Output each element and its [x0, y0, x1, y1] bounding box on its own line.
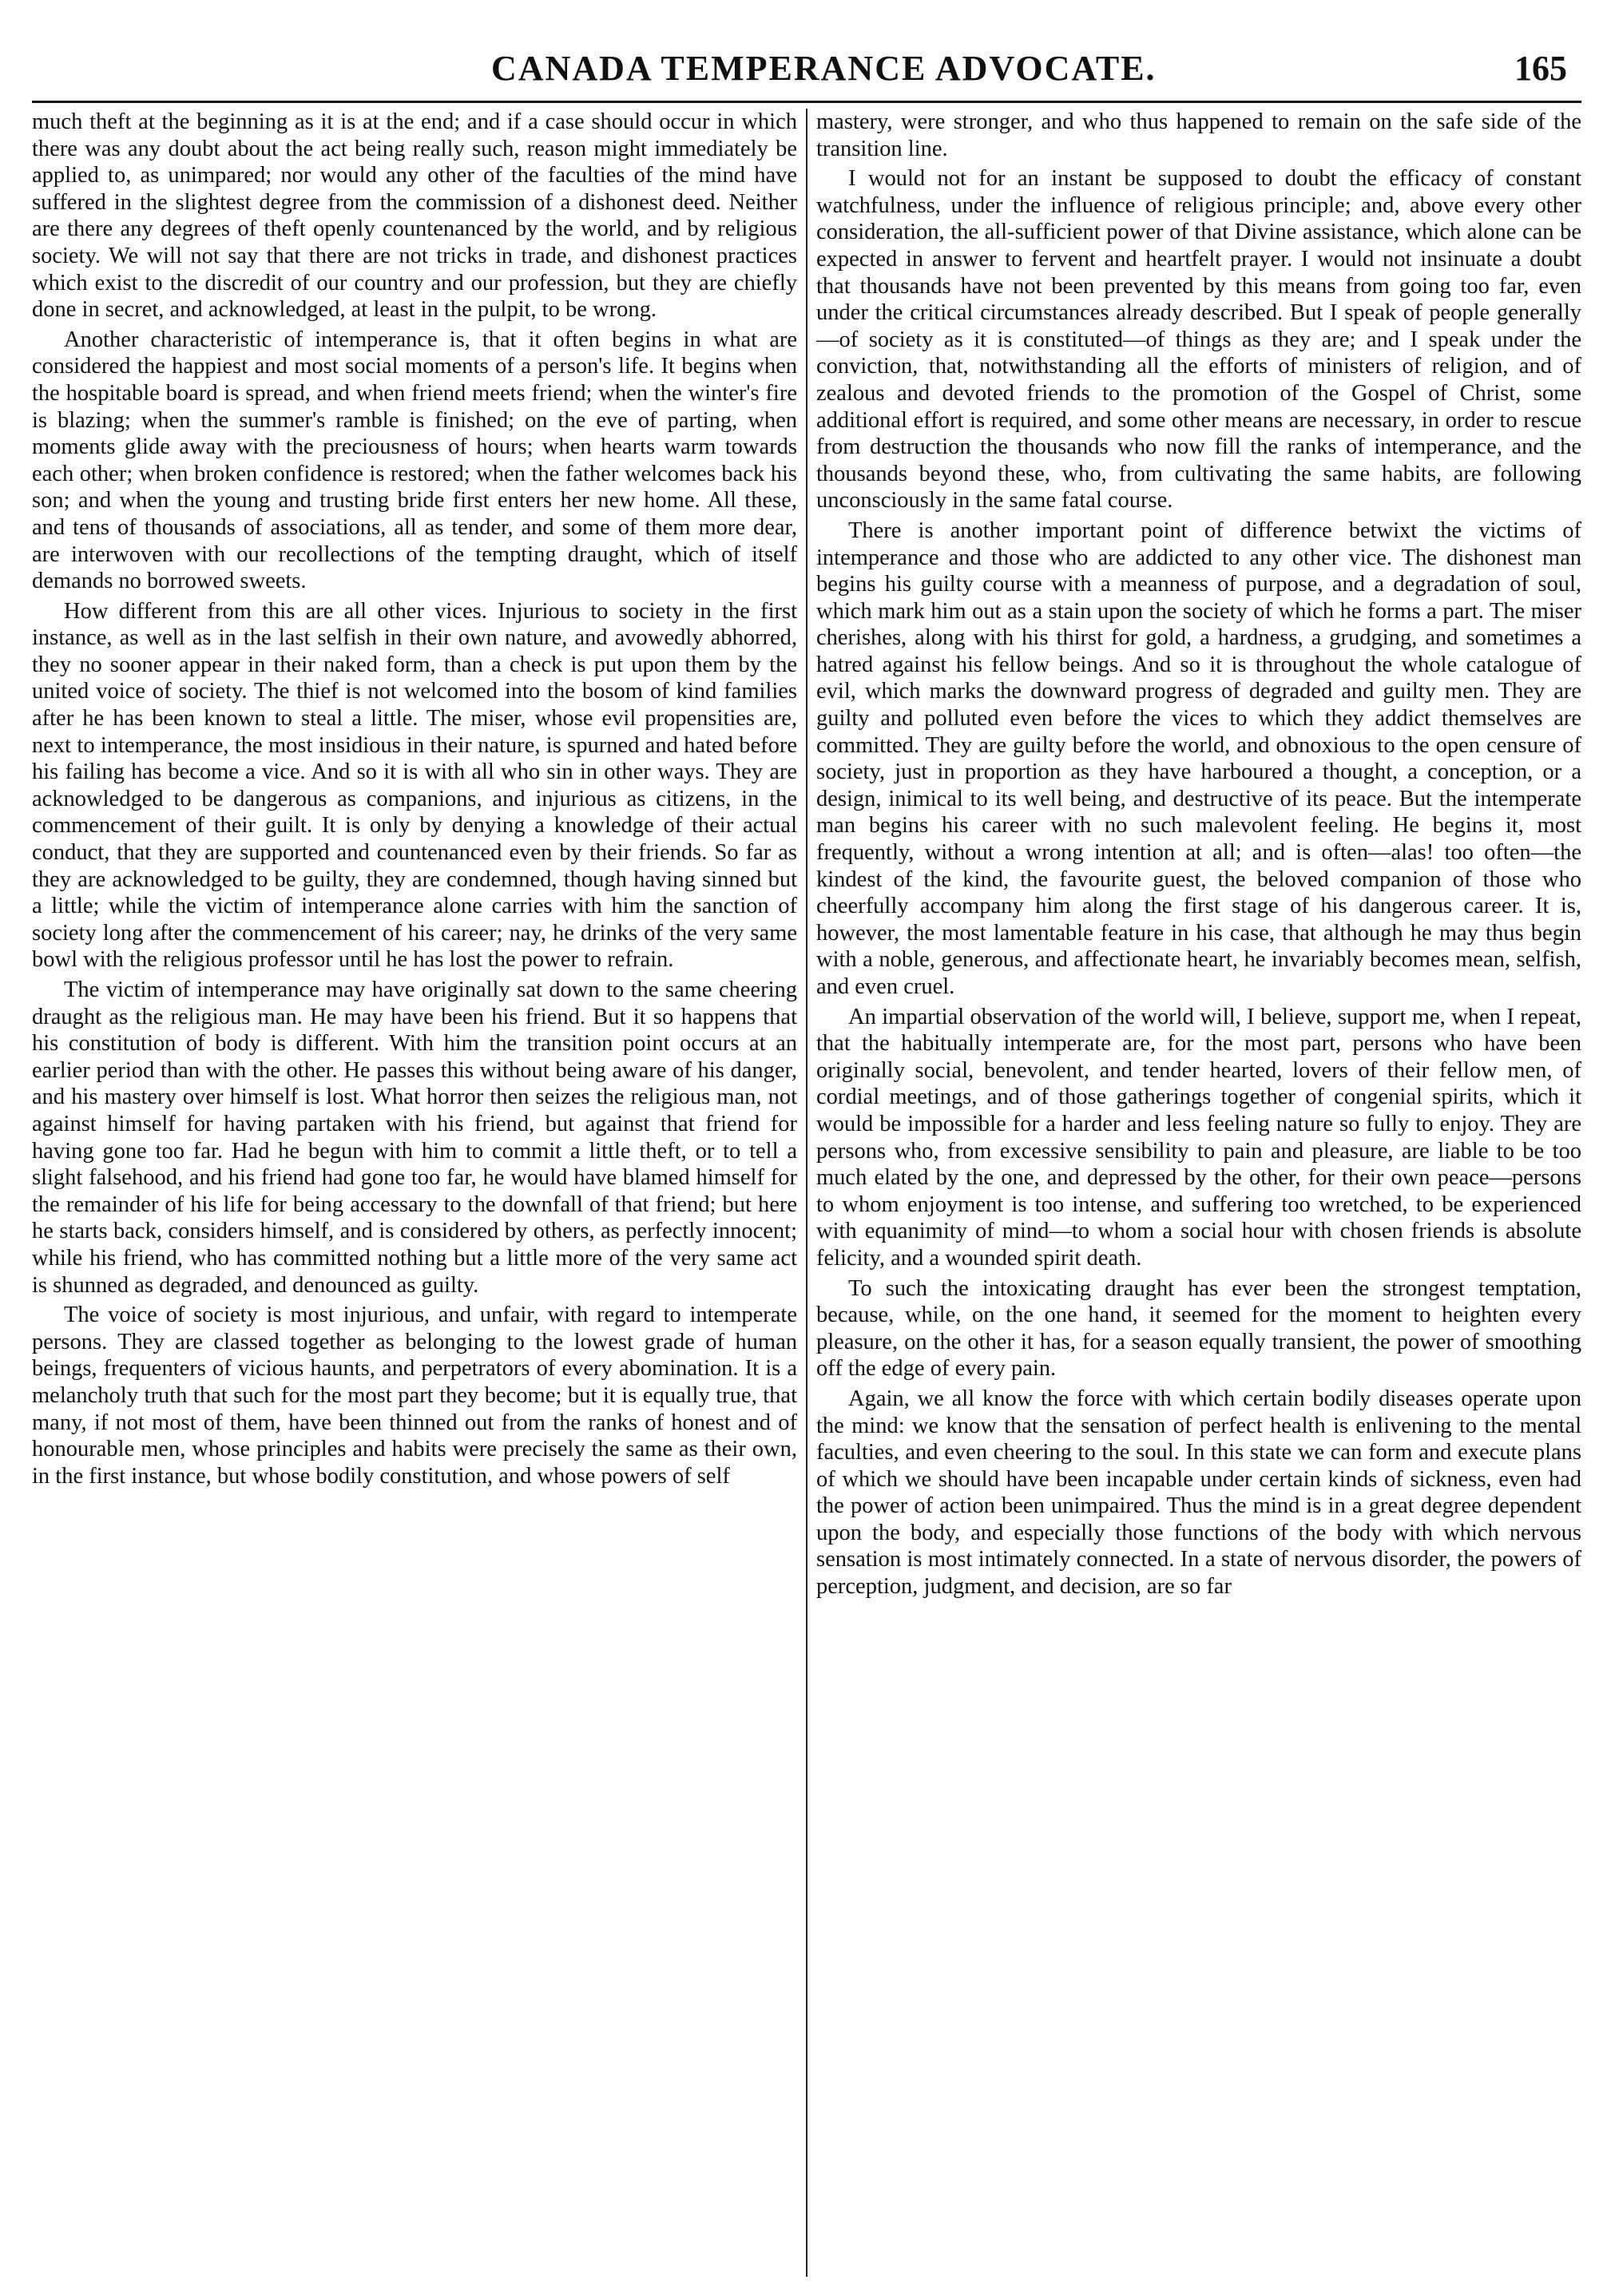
- paragraph: An impartial observation of the world will, I believe, support me, when I repeat, that the habitually intemperate are, for the most part, persons who have been originally social, benevolent, and tender hearted, lovers of their fellow men, of cordial meetings, and of those gatherings together of congenial spirits, which it would be impossible for a harder and less feeling nature so fully to enjoy. They are persons who, from excessive sensibility to pain and pleasure, are liable to be too much elated by the one, and depressed by the other, for their own peace—persons to whom enjoyment is too intense, and suffering too wretched, to be experienced with equanimity of mind—to whom a social hour with chosen friends is absolute felicity, and a wounded spirit death.: [816, 1004, 1581, 1271]
- right-column: [816, 109, 1581, 2277]
- page-number: 165: [1514, 49, 1567, 88]
- paragraph: mastery, were stronger, and who thus happened to remain on the safe side of the transition line.: [816, 109, 1581, 161]
- paragraph: Another characteristic of intemperance is, that it often begins in what are considered the happiest and most social moments of a person's life. It begins when the hospitable board is spread, and when friend meets friend; when the winter's fire is blazing; when the summer's ramble is finished; on the eve of parting, when moments glide away with the preciousness of hours; when hearts warm towards each other; when broken confidence is restored; when the father welcomes back his son; and when the young and trusting bride first enters her new home. All these, and tens of thousands of associations, all as tender, and some of them more dear, are interwoven with our recollections of the tempting draught, which of itself demands no borrowed sweets.: [32, 327, 797, 594]
- paragraph: There is another important point of difference betwixt the victims of intemperance and those who are addicted to any other vice. The dishonest man begins his guilty course with a meanness of purpose, and a degradation of soul, which mark him out as a stain upon the society of which he forms a part. The miser cherishes, along with his thirst for gold, a hardness, a grudging, and sometimes a hatred against his fellow beings. And so it is throughout the whole catalogue of evil, which marks the downward progress of degraded and guilty men. They are guilty and polluted even before the vices to which they addict themselves are committed. They are guilty before the world, and obnoxious to the open censure of society, just in proportion as they have harboured a thought, a conception, or a design, inimical to its well being, and destructive of its peace. But the intemperate man begins his career with no such malevolent feeling. He begins it, most frequently, without a wrong intention at all; and is often—alas! too often—the kindest of the kind, the favourite guest, the beloved companion of those who cheerfully accompany him along the first stage of his dangerous career. It is, however, the most lamentable feature in his case, that although he may thus begin with a noble, generous, and affectionate heart, he invariably becomes mean, selfish, and even cruel.: [816, 517, 1581, 999]
- page-header: [32, 45, 1581, 103]
- paragraph: The victim of intemperance may have originally sat down to the same cheering draught as the religious man. He may have been his friend. But it so happens that his constitution of body is different. With him the transition point occurs at an earlier period than with the other. He passes this without being aware of his danger, and his mastery over himself is lost. What horror then seizes the religious man, not against himself for having partaken with his friend, but against that friend for having gone too far. Had he begun with him to commit a little theft, or to tell a slight falsehood, and his friend had gone too far, he would have blamed himself for the remainder of his life for being accessary to the downfall of that friend; but here he starts back, considers himself, and is considered by others, as perfectly innocent; while his friend, who has committed nothing but a little more of the very same act is shunned as degraded, and denounced as guilty.: [32, 977, 797, 1298]
- paragraph: To such the intoxicating draught has ever been the strongest temptation, because, while, on the one hand, it seemed for the moment to heighten every pleasure, on the other it has, for a season equally transient, the power of smoothing off the edge of every pain.: [816, 1275, 1581, 1382]
- left-column: [32, 109, 797, 2277]
- paragraph: Again, we all know the force with which certain bodily diseases operate upon the mind: we know that the sensation of perfect health is enlivening to the mental faculties, and even cheering to the soul. In this state we can form and execute plans of which we should have been incapable under certain kinds of sickness, even had the power of action been unimpaired. Thus the mind is in a great degree dependent upon the body, and especially those functions of the body with which nervous sensation is most intimately connected. In a state of nervous disorder, the powers of perception, judgment, and decision, are so far: [816, 1386, 1581, 1600]
- paragraph: I would not for an instant be supposed to doubt the efficacy of constant watchfulness, under the influence of religious principle; and, above every other consideration, the all-sufficient power of that Divine assistance, which alone can be expected in answer to fervent and heartfelt prayer. I would not insinuate a doubt that thousands have not been prevented by this means from going too far, even under the critical circumstances already described. But I speak of people generally—of society as it is constituted—of things as they are; and I speak under the conviction, that, notwithstanding all the efforts of ministers of religion, and of zealous and devoted friends to the promotion of the Gospel of Christ, some additional effort is required, and some other means are necessary, in order to rescue from destruction the thousands who now fill the ranks of intemperance, and the thousands beyond these, who, from cultivating the same habits, are following unconsciously in the same fatal course.: [816, 166, 1581, 514]
- paragraph: The voice of society is most injurious, and unfair, with regard to intemperate persons. They are classed together as belonging to the lowest grade of human beings, frequenters of vicious haunts, and perpetrators of every abomination. It is a melancholy truth that such for the most part they become; but it is equally true, that many, if not most of them, have been thinned out from the ranks of honest and of honourable men, whose principles and habits were precisely the same as their own, in the first instance, but whose bodily constitution, and whose powers of self: [32, 1303, 797, 1489]
- paragraph: How different from this are all other vices. Injurious to society in the first instance, as well as in the last selfish in their own nature, and avowedly abhorred, they no sooner appear in their naked form, than a check is put upon them by the united voice of society. The thief is not welcomed into the bosom of kind families after he has been known to steal a little. The miser, whose evil propensities are, next to intemperance, the most insidious in their nature, is spurned and hated before his failing has become a vice. And so it is with all who sin in other ways. They are acknowledged to be dangerous as companions, and injurious as citizens, in the commencement of their guilt. It is only by denying a knowledge of their actual conduct, that they are supported and countenanced even by their friends. So far as they are acknowledged to be guilty, they are condemned, though having sinned but a little; while the victim of intemperance alone carries with him the sanction of society long after the commencement of his career; nay, he drinks of the very same bowl with the religious professor until he has lost the power to refrain.: [32, 598, 797, 973]
- paragraph: much theft at the beginning as it is at the end; and if a case should occur in which there was any doubt about the act being really such, reason might immediately be applied to, as unimpared; nor would any other of the faculties of the mind have suffered in the slightest degree from the commission of a dishonest deed. Neither are there any degrees of theft openly countenanced by the world, and by religious society. We will not say that there are not tricks in trade, and dishonest practices which exist to the discredit of our country and our profession, but they are chiefly done in secret, and acknowledged, at least in the pulpit, to be wrong.: [32, 109, 797, 323]
- column-divider: [806, 109, 808, 2277]
- running-title: CANADA TEMPERANCE ADVOCATE.: [491, 49, 1157, 88]
